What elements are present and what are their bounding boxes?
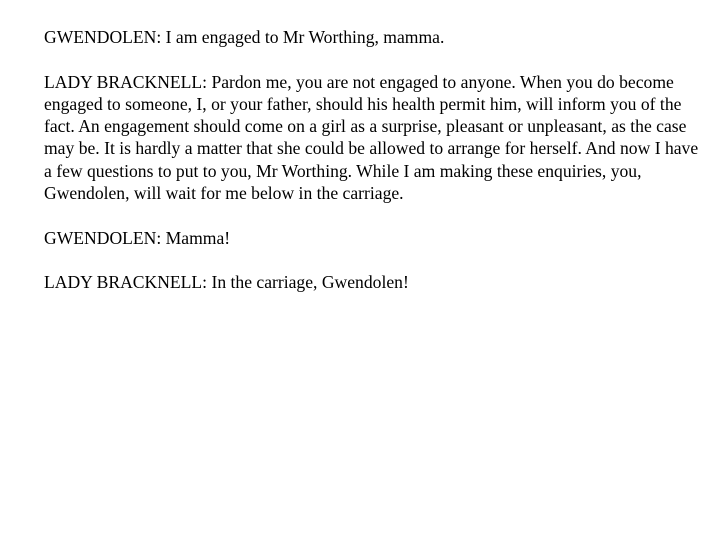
- dialogue-line-lady-bracknell-reply: LADY BRACKNELL: Pardon me, you are not engaged to anyone. When you do become engaged to someone, I, or your father, should his health permit him, will inform you of the fact. An engagement should come on a girl as a surprise, pleasant or unpleasant, as the case may be. It is hardly a matter that she could be allowed to arrange for herself. And now I have a few questions to put to you, Mr Worthing. While I am making these enquiries, you, Gwendolen, will wait for me below in the carriage.: [44, 71, 699, 204]
- dialogue-line-gwendolen-mamma: GWENDOLEN: Mamma!: [44, 227, 231, 248]
- play-excerpt: [44, 26, 704, 316]
- dialogue-line-lady-bracknell-carriage: LADY BRACKNELL: In the carriage, Gwendolen!: [44, 272, 409, 293]
- dialogue-line-gwendolen-engaged: GWENDOLEN: I am engaged to Mr Worthing, mamma.: [44, 27, 445, 47]
